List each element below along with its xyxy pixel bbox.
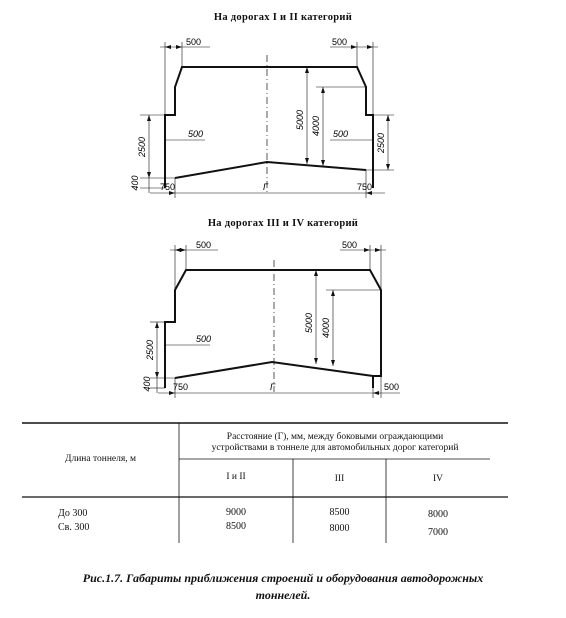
cell-value: 8500: [329, 507, 350, 518]
arrow: [155, 322, 159, 328]
dim-label: 4000: [311, 115, 321, 137]
sub-header-1: I и II: [226, 472, 246, 482]
dim-label: 500: [342, 240, 358, 250]
sub-header-2: III: [334, 474, 345, 484]
arrow: [155, 372, 159, 378]
col-header-length: Длина тоннеля, м: [64, 454, 136, 464]
dim-label: 2500: [145, 339, 155, 361]
diagram1-roadway: [175, 162, 366, 178]
cell-value: 8500: [226, 521, 246, 532]
arrow: [147, 115, 151, 121]
cell-value: 8000: [428, 509, 448, 520]
dim-label: 500: [333, 129, 349, 139]
dim-label: 500: [384, 382, 400, 392]
dim-label: Г: [270, 382, 275, 392]
dim-label: 4000: [321, 317, 331, 339]
arrow: [331, 360, 335, 366]
dim-label: Г: [263, 182, 268, 192]
arrow: [165, 45, 171, 49]
diagram1-title: На дорогах I и II категорий: [213, 12, 353, 23]
group-header-line2: устройствами в тоннеле для автомобильных дорог категорий: [211, 443, 459, 453]
arrow: [367, 45, 373, 49]
dim-label: 750: [160, 182, 176, 192]
dim-label: 750: [357, 182, 373, 192]
dim-label: 400: [142, 376, 152, 392]
diagram2-outline: [165, 270, 381, 388]
group-header: [180, 432, 490, 454]
dim-label: 2500: [137, 136, 147, 158]
arrow: [375, 248, 381, 252]
arrow: [147, 172, 151, 178]
arrow: [364, 248, 370, 252]
diagram2-title: На дорогах III и IV категорий: [207, 218, 359, 229]
dim-label: 5000: [295, 109, 305, 131]
diagram2: [150, 245, 400, 398]
cell-length: Св. 300: [58, 522, 90, 533]
arrow: [386, 115, 390, 121]
arrow: [321, 87, 325, 93]
caption-line1: Рис.1.7. Габариты приближения строений и оборудования автодорожных: [82, 571, 484, 585]
dim-label: 500: [196, 240, 212, 250]
group-header-line1: Расстояние (Г), мм, между боковыми ограждающими: [226, 432, 444, 442]
cell-length: До 300: [58, 508, 88, 519]
arrow: [180, 248, 186, 252]
cell-value: 9000: [226, 507, 246, 518]
dim-label: 500: [188, 129, 204, 139]
diagram1: [140, 42, 394, 198]
dim-label: 2500: [376, 132, 386, 154]
arrow: [331, 290, 335, 296]
dim-label: 750: [173, 382, 189, 392]
dim-label: 5000: [304, 312, 314, 334]
arrow: [386, 164, 390, 170]
dim-label: 500: [332, 37, 348, 47]
arrow: [176, 45, 182, 49]
arrow: [314, 358, 318, 364]
dim-label: 400: [130, 175, 140, 191]
figure-caption: [0, 570, 566, 604]
dim-label: 500: [196, 334, 212, 344]
dim-label: 500: [186, 37, 202, 47]
cell-value: 8000: [329, 523, 350, 534]
arrow: [373, 391, 379, 395]
cell-value: 7000: [428, 527, 448, 538]
arrow: [305, 158, 309, 164]
diagram1-outline: [165, 67, 373, 188]
arrow: [351, 45, 357, 49]
caption-line2: тоннелей.: [255, 588, 311, 602]
sub-header-3: IV: [432, 474, 444, 484]
arrow: [321, 160, 325, 166]
